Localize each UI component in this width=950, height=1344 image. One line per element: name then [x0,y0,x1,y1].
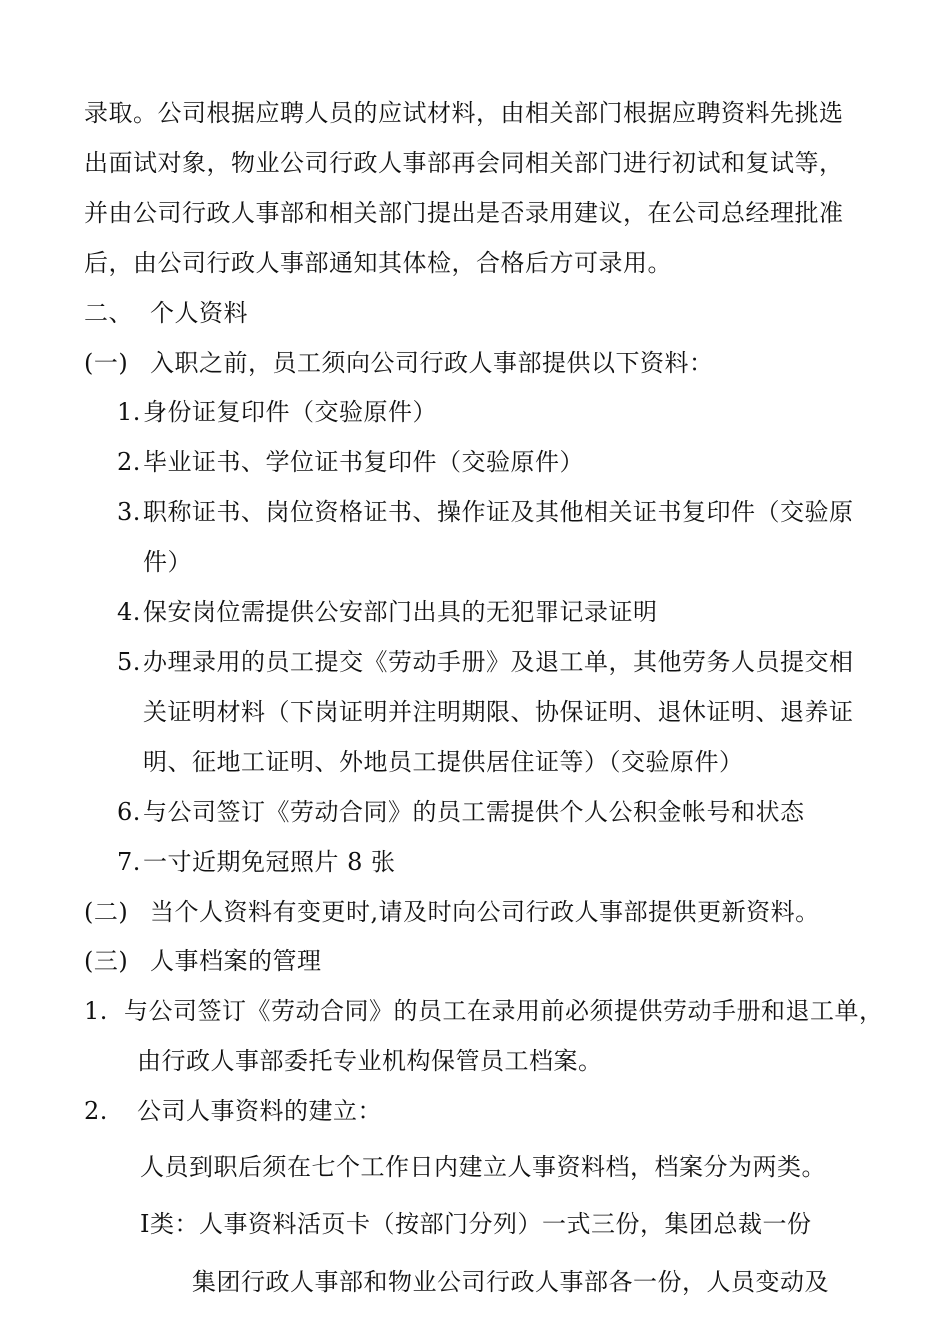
section-number: 二、 [84,299,133,327]
list-item-continuation: 件） [143,548,192,576]
paragraph-line: 并由公司行政人事部和相关部门提出是否录用建议，在公司总经理批准 [84,199,844,227]
list-item-number: 4. [117,598,141,626]
list-item: 一寸近期免冠照片 8 张 [143,848,396,876]
list-item-number: 7. [117,848,141,876]
list-item: 保安岗位需提供公安部门出具的无犯罪记录证明 [143,598,658,626]
paragraph-line: Ⅰ类：人事资料活页卡（按部门分列）一式三份，集团总裁一份 [140,1210,812,1238]
list-item: 身份证复印件（交验原件） [143,398,437,426]
subsection-number: (一) [84,349,129,377]
list-item-continuation: 关证明材料（下岗证明并注明期限、协保证明、退休证明、退养证 [143,698,854,726]
list-item-number: 1. [117,398,141,426]
list-item-number: 5. [117,648,141,676]
list-item-number: 2. [117,448,141,476]
list-item-number: 3. [117,498,141,526]
list-item-continuation: 明、征地工证明、外地员工提供居住证等）（交验原件） [143,748,744,776]
list-item: 职称证书、岗位资格证书、操作证及其他相关证书复印件（交验原 [143,498,854,526]
subsection-number: (三) [84,947,129,975]
list-item: 办理录用的员工提交《劳动手册》及退工单，其他劳务人员提交相 [143,648,854,676]
list-item-number: 6. [117,798,141,826]
list-item: 毕业证书、学位证书复印件（交验原件） [143,448,584,476]
subsection-number: (二) [84,898,129,926]
list-item-number: 1. [84,997,108,1025]
list-item-number: 2. [84,1097,108,1125]
list-item: 与公司签订《劳动合同》的员工在录用前必须提供劳动手册和退工单， [124,997,884,1025]
list-item: 与公司签订《劳动合同》的员工需提供个人公积金帐号和状态 [143,798,805,826]
paragraph-line: 录取。公司根据应聘人员的应试材料，由相关部门根据应聘资料先挑选 [84,99,844,127]
subsection-heading: 入职之前，员工须向公司行政人事部提供以下资料： [150,349,714,377]
paragraph-line: 出面试对象，物业公司行政人事部再会同相关部门进行初试和复试等， [84,149,844,177]
list-item: 公司人事资料的建立： [137,1097,382,1125]
paragraph-line: 后，由公司行政人事部通知其体检，合格后方可录用。 [84,249,672,277]
paragraph-line: 集团行政人事部和物业公司行政人事部各一份，人员变动及 [192,1268,829,1296]
subsection-heading: 人事档案的管理 [150,947,322,975]
list-item-continuation: 由行政人事部委托专业机构保管员工档案。 [137,1047,603,1075]
subsection-heading: 当个人资料有变更时,请及时向公司行政人事部提供更新资料。 [150,898,820,926]
paragraph-line: 人员到职后须在七个工作日内建立人事资料档，档案分为两类。 [140,1153,826,1181]
section-heading: 个人资料 [150,299,248,327]
